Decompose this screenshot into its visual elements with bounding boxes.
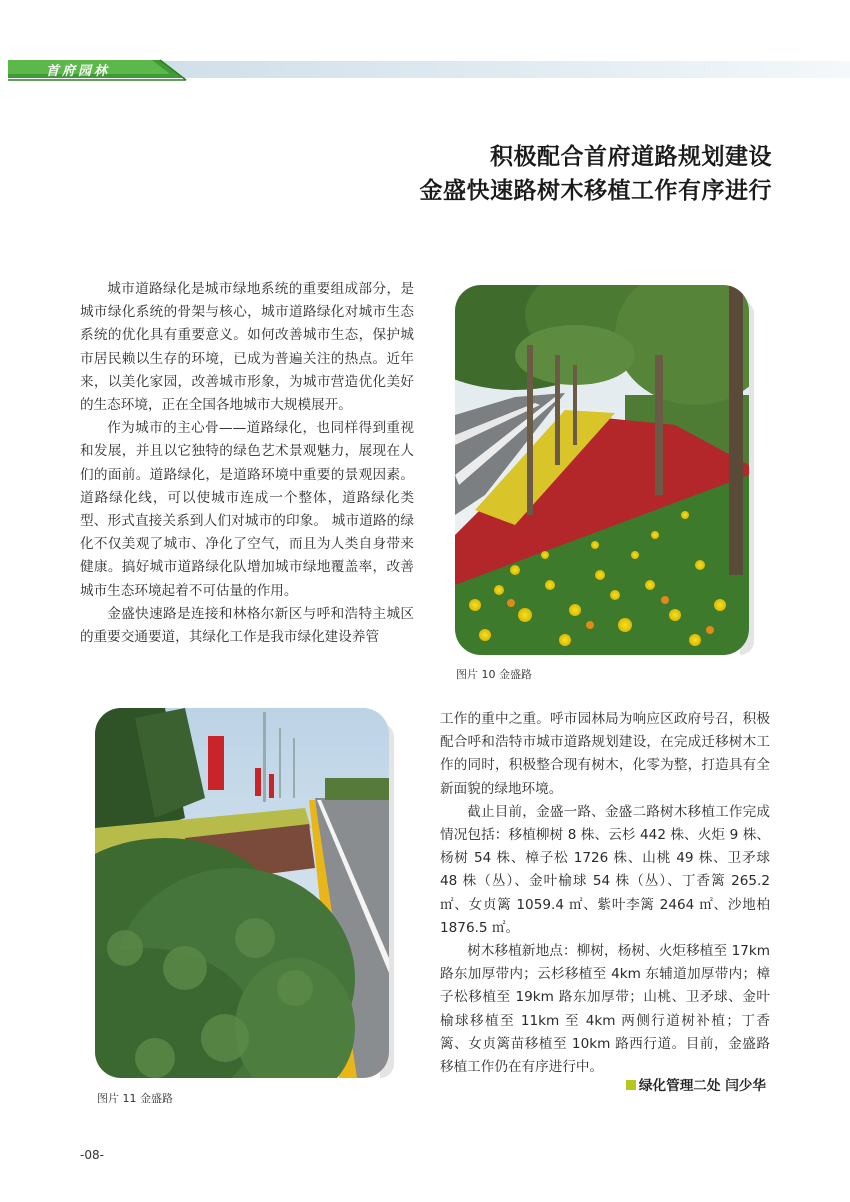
square-bullet-icon [626, 1080, 636, 1090]
paragraph: 截止目前，金盛一路、金盛二路树木移植工作完成情况包括：移植柳树 8 株、云杉 442 株、火炬 9 株、杨树 54 株、樟子松 1726 株、山桃 49 株、卫矛球 48 株（丛）、金叶榆球 54 株（丛）、丁香篱 265.2 ㎡、女贞篱 1059.4 ㎡、紫叶李篱 2464 ㎡、沙地柏 1876.5 ㎡。 [440, 803, 770, 936]
section-header-band [0, 56, 850, 82]
photo-road-shrubs [95, 708, 389, 1078]
paragraph: 金盛快速路是连接和林格尔新区与呼和浩特主城区的重要交通要道，其绿化工作是我市绿化建设养管 [80, 605, 414, 646]
page-number: -08- [80, 1148, 104, 1162]
body-column-1 [80, 278, 414, 649]
paragraph-continuation: 工作的重中之重。呼市园林局为响应区政府号召，积极配合呼和浩特市城市道路规划建设，在完成迁移树木工作的同时，积极整合现有树木，化零为整，打造具有全新面貌的绿地环境。 [440, 711, 770, 797]
paragraph: 城市道路绿化是城市绿地系统的重要组成部分，是城市绿化系统的骨架与核心，城市道路绿化对城市生态系统的优化具有重要意义。如何改善城市生态，保护城市居民赖以生存的环境，已成为普遍关注的热点。近年来，以美化家园，改善城市形象，为城市营造优化美好的生态环境，正在全国各地城市大规模展开。 [80, 281, 414, 414]
section-label: 首府园林 [46, 64, 111, 79]
figure-caption: 图片 11 金盛路 [97, 1092, 173, 1105]
author-credit [626, 1074, 766, 1094]
paragraph: 树木移植新地点：柳树，杨树、火炬移植至 17km 路东加厚带内；云杉移植至 4km 东辅道加厚带内；樟子松移植至 19km 路东加厚带；山桃、卫矛球、金叶榆球移植至 11km 至 4km 两侧行道树补植；丁香篱、女贞篱苗移植至 10km 路西行道。目前，金盛路移植工作仍在有序进行中。 [440, 943, 770, 1076]
author-name: 绿化管理二处 闫少华 [638, 1078, 766, 1094]
title-line-1: 积极配合首府道路规划建设 [490, 144, 772, 170]
title-line-2: 金盛快速路树木移植工作有序进行 [419, 178, 772, 204]
article-title [420, 140, 773, 208]
figure-caption: 图片 10 金盛路 [456, 668, 532, 681]
paragraph: 作为城市的主心骨——道路绿化，也同样得到重视和发展，并且以它独特的绿色艺术景观魅力，展现在人们的面前。道路绿化，是道路环境中重要的景观因素。道路绿化线，可以使城市连成一个整体，道路绿化类型、形式直接关系到人们对城市的印象。 城市道路的绿化不仅美观了城市、净化了空气，而且为人类自身带来健康。搞好城市道路绿化队增加城市绿地覆盖率，改善城市生态环境起着不可估量的作用。 [80, 420, 414, 599]
body-column-2 [440, 708, 770, 1079]
photo-flower-median [455, 285, 749, 655]
